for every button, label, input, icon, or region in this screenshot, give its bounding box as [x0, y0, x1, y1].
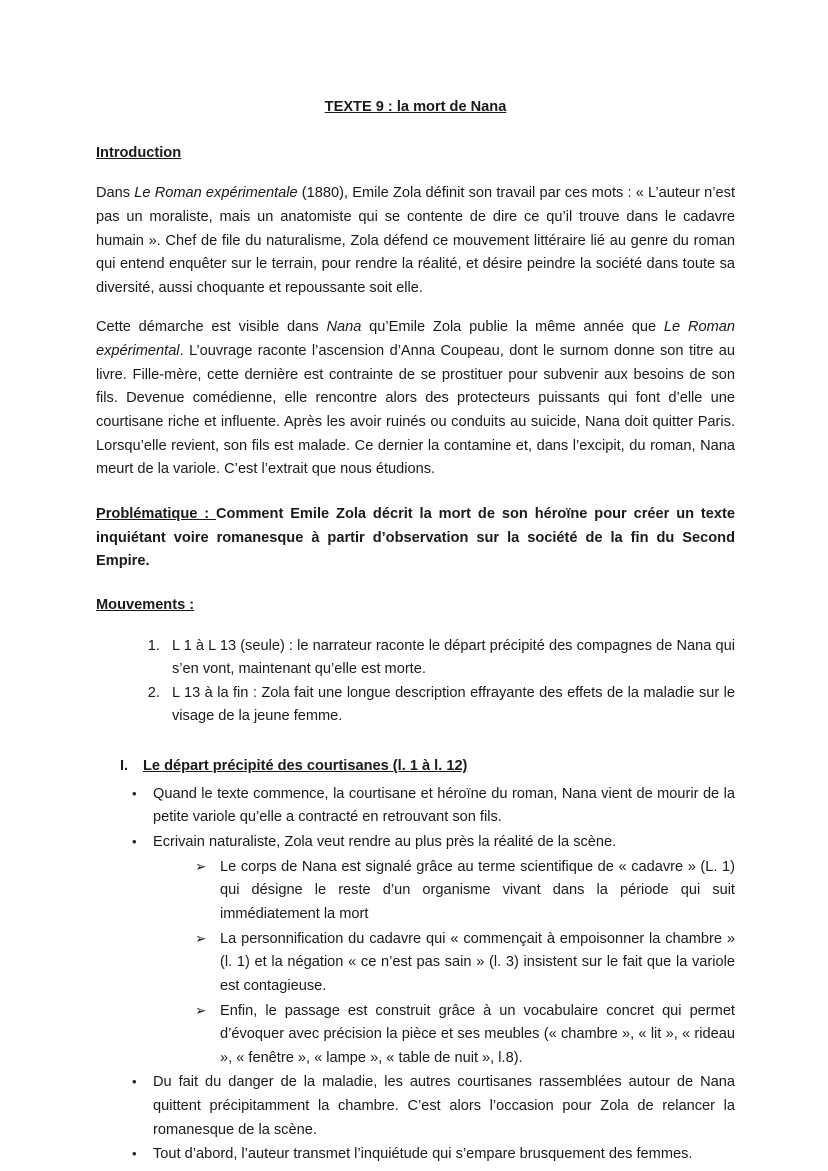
mouvements-list — [96, 635, 735, 730]
list-item — [96, 1000, 735, 1071]
bullet-icon: • — [132, 785, 137, 801]
intro-p1-title-italic: Le Roman expérimentale — [134, 185, 298, 202]
intro-p2-title-italic-1: Nana — [326, 319, 362, 336]
intro-p2-segment-3: . L’ouvrage raconte l’ascension d’Anna Coupeau, dont le surnom donne son titre au livre. Fille-mère, cette dernière est contrainte de se prostituer pour subvenir aux besoins de son fils. Devenue comédienne, elle rencontre alors des protecteurs puissants qui font d’elle une courtisane riche et influente. Après les avoir ruinés ou conduits au suicide, Nana doit quitter Paris. Lorsqu’elle revient, son fils est malade. Ce dernier la contamine et, dans l’excipit, du roman, Nana meurt de la variole. C’est l’extrait que nous étudions. — [96, 343, 735, 478]
list-item — [96, 1071, 735, 1142]
intro-paragraph-2 — [96, 316, 735, 481]
intro-paragraph-1 — [96, 182, 735, 300]
list-item: 2. L 13 à la fin : Zola fait une longue description effrayante des effets de la maladie sur le visage de la jeune femme. — [164, 682, 735, 729]
page-title-text: TEXTE 9 : la mort de Nana — [324, 99, 507, 115]
part-one-numeral: I. — [120, 758, 129, 775]
part-one-title: Le départ précipité des courtisanes (l. 1 à l. 12) — [143, 758, 468, 775]
mouvements-heading — [96, 594, 735, 618]
arrow-bullet-icon: ➢ — [195, 930, 207, 946]
bullet-icon: • — [132, 1146, 137, 1162]
intro-p2-segment-1: Cette démarche est visible dans — [96, 319, 327, 336]
list-item-text: Tout d’abord, l’auteur transmet l’inquiétude qui s’empare brusquement des femmes. — [153, 1146, 693, 1163]
list-item-text: Quand le texte commence, la courtisane et héroïne du roman, Nana vient de mourir de la petite variole qu’elle a contracté en retrouvant son fils. — [153, 785, 735, 826]
introduction-heading — [96, 142, 735, 166]
list-item — [96, 856, 735, 927]
list-item-text: La personnification du cadavre qui « commençait à empoisonner la chambre » (l. 1) et la négation « ce n’est pas sain » (l. 3) insistent sur le fait que la variole est contagieuse. — [220, 930, 735, 994]
mouvements-heading-text: Mouvements : — [96, 596, 195, 613]
problematique-text: Comment Emile Zola décrit la mort de son héroïne pour créer un texte inquiétant voire romanesque à partir d’observation sur la société de la fin du Second Empire. — [96, 505, 735, 570]
intro-p1-segment-2: (1880), Emile Zola définit son travail par ces mots : « L’auteur n’est pas un moraliste, mais un anatomiste qui se contente de dire ce qu’il trouve dans le cadavre humain ». Chef de file du naturalisme, Zola défend ce mouvement littéraire lié au genre du roman qui entend enquêter sur le terrain, pour rendre la réalité, et désire peindre la société dans toute sa diversité, aussi choquante et repoussante soit elle. — [96, 185, 736, 296]
part-one-heading — [96, 755, 735, 779]
list-item — [96, 928, 735, 999]
intro-p2-title-italic-2: Le Roman expérimental — [96, 319, 735, 360]
list-item-text: Ecrivain naturaliste, Zola veut rendre au plus près la réalité de la scène. — [153, 834, 617, 851]
list-item — [96, 783, 735, 830]
page-title — [96, 96, 735, 120]
list-item-text: Enfin, le passage est construit grâce à un vocabulaire concret qui permet d’évoquer avec précision la pièce et ses meubles (« chambre », « lit », « rideau », « fenêtre », « lampe », « table de nuit », l.8). — [220, 1002, 735, 1066]
list-item-text: Du fait du danger de la maladie, les autres courtisanes rassemblées autour de Nana quittent précipitamment la chambre. C’est alors l’occasion pour Zola de relancer la romanesque de la scène. — [153, 1074, 735, 1138]
arrow-bullet-icon: ➢ — [195, 1002, 207, 1018]
list-item: 1. L 1 à L 13 (seule) : le narrateur raconte le départ précipité des compagnes de Nana qui s’en vont, maintenant qu’elle est morte. — [164, 635, 735, 682]
list-item — [96, 831, 735, 855]
intro-p1-segment-1: Dans — [96, 185, 135, 202]
problematique-paragraph — [96, 503, 735, 574]
arrow-bullet-icon: ➢ — [195, 858, 207, 874]
intro-p2-segment-2: qu’Emile Zola publie la même année que — [361, 319, 664, 336]
problematique-label: Problématique : — [96, 505, 217, 522]
list-item — [96, 1143, 735, 1167]
introduction-heading-text: Introduction — [96, 144, 182, 161]
bullet-icon: • — [132, 1074, 137, 1090]
bullet-icon: • — [132, 834, 137, 850]
list-item-text: Le corps de Nana est signalé grâce au terme scientifique de « cadavre » (L. 1) qui désigne le reste d’un organisme vivant dans la période qui suit immédiatement la mort — [220, 858, 735, 922]
